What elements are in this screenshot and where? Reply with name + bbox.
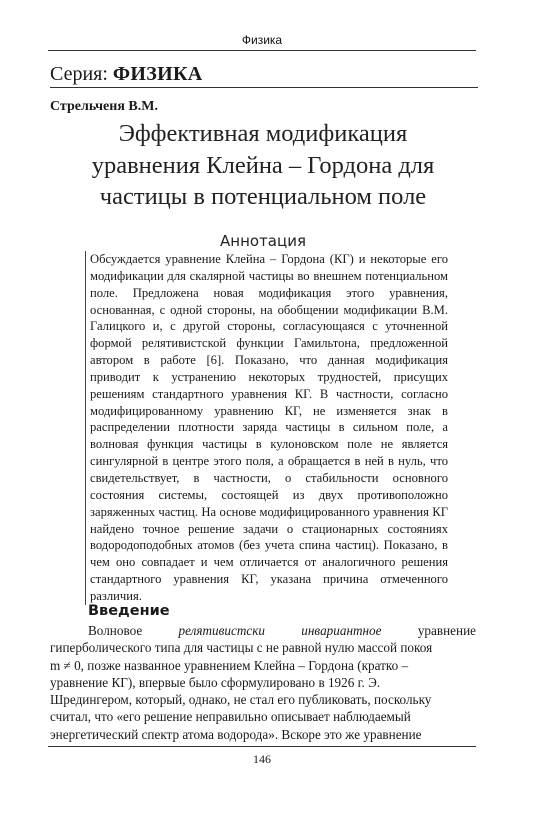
author: Стрельченя В.М.	[50, 99, 158, 114]
footer-rule	[48, 746, 476, 747]
abstract-heading: Аннотация	[220, 232, 306, 250]
intro-line-text: Шредингером, который, однако, не стал его публиковать, поскольку	[50, 692, 432, 708]
intro-line	[50, 726, 476, 743]
running-header: Физика	[241, 33, 283, 47]
abstract-block	[85, 251, 448, 605]
series-rule	[50, 87, 478, 88]
abstract-text: Обсуждается уравнение Клейна – Гордона (КГ) и некоторые его модификации для скалярной частицы во внешнем потенциальном поле. Предложена новая модификация этого уравнения, основанная, с одной стороны, на обобщении модификации В.М. Галицкого и, с другой стороны, согласующаяся с уточненной формой релятивистской функции Гамильтона, предложенной автором в работе [6]. Показано, что данная модификация приводит к устранению некоторых трудностей, присущих решениям стандартного уравнения КГ. В частности, согласно модифицированному уравнению КГ, не изменяется знак в распределении плотности заряда частицы в сильном поле, а волновая функция частицы в кулоновском поле не является сингулярной в центре этого поля, а обращается в ней в нуль, что свидетельствует, в частности, о стабильности основного состояния системы, состоящей из двух противоположно заряженных частиц. На основе модифицированного уравнения КГ найдено точное решение задачи о стационарных состояниях водородоподобных атомов (без учета спина частиц). Показано, в чем оно совпадает и чем отличается от аналогичного решения стандартного уравнения КГ, указана причина отмеченного различия.	[90, 252, 448, 603]
title-line: Эффективная модификация	[118, 120, 408, 147]
intro-line-text: уравнение КГ), впервые было сформулировано в 1926 г. Э.	[50, 674, 381, 690]
intro-line	[50, 639, 476, 656]
series-name: ФИЗИКА	[112, 63, 203, 85]
intro-line	[50, 657, 476, 674]
intro-line-text: энергетический спектр атома водорода». Вскоре это же уравнение	[50, 726, 422, 742]
article-title	[50, 118, 476, 213]
intro-word-italic: релятивистски	[178, 623, 265, 638]
intro-line	[50, 674, 476, 691]
title-line: уравнения Клейна – Гордона для	[91, 151, 435, 179]
intro-word: Волновое	[88, 623, 143, 638]
series-line	[50, 62, 203, 86]
intro-word: уравнение	[417, 623, 476, 638]
intro-line	[50, 708, 476, 725]
intro-line	[50, 691, 476, 708]
introduction-text	[50, 622, 476, 743]
intro-line-text: m ≠ 0, позже названное уравнением Клейна – Гордона (кратко –	[50, 657, 409, 673]
title-line: частицы в потенциальном поле	[99, 183, 427, 210]
header-rule	[48, 50, 476, 51]
introduction-heading: Введение	[88, 603, 170, 619]
page-number: 146	[253, 752, 271, 766]
intro-line-text: гиперболического типа для частицы с не равной нулю массой покоя	[50, 640, 433, 656]
series-prefix: Серия:	[50, 63, 113, 85]
intro-word-italic: инвариантное	[301, 623, 382, 638]
intro-line-text: считал, что «его решение неправильно описывает наблюдаемый	[50, 709, 411, 725]
intro-line	[50, 622, 476, 639]
